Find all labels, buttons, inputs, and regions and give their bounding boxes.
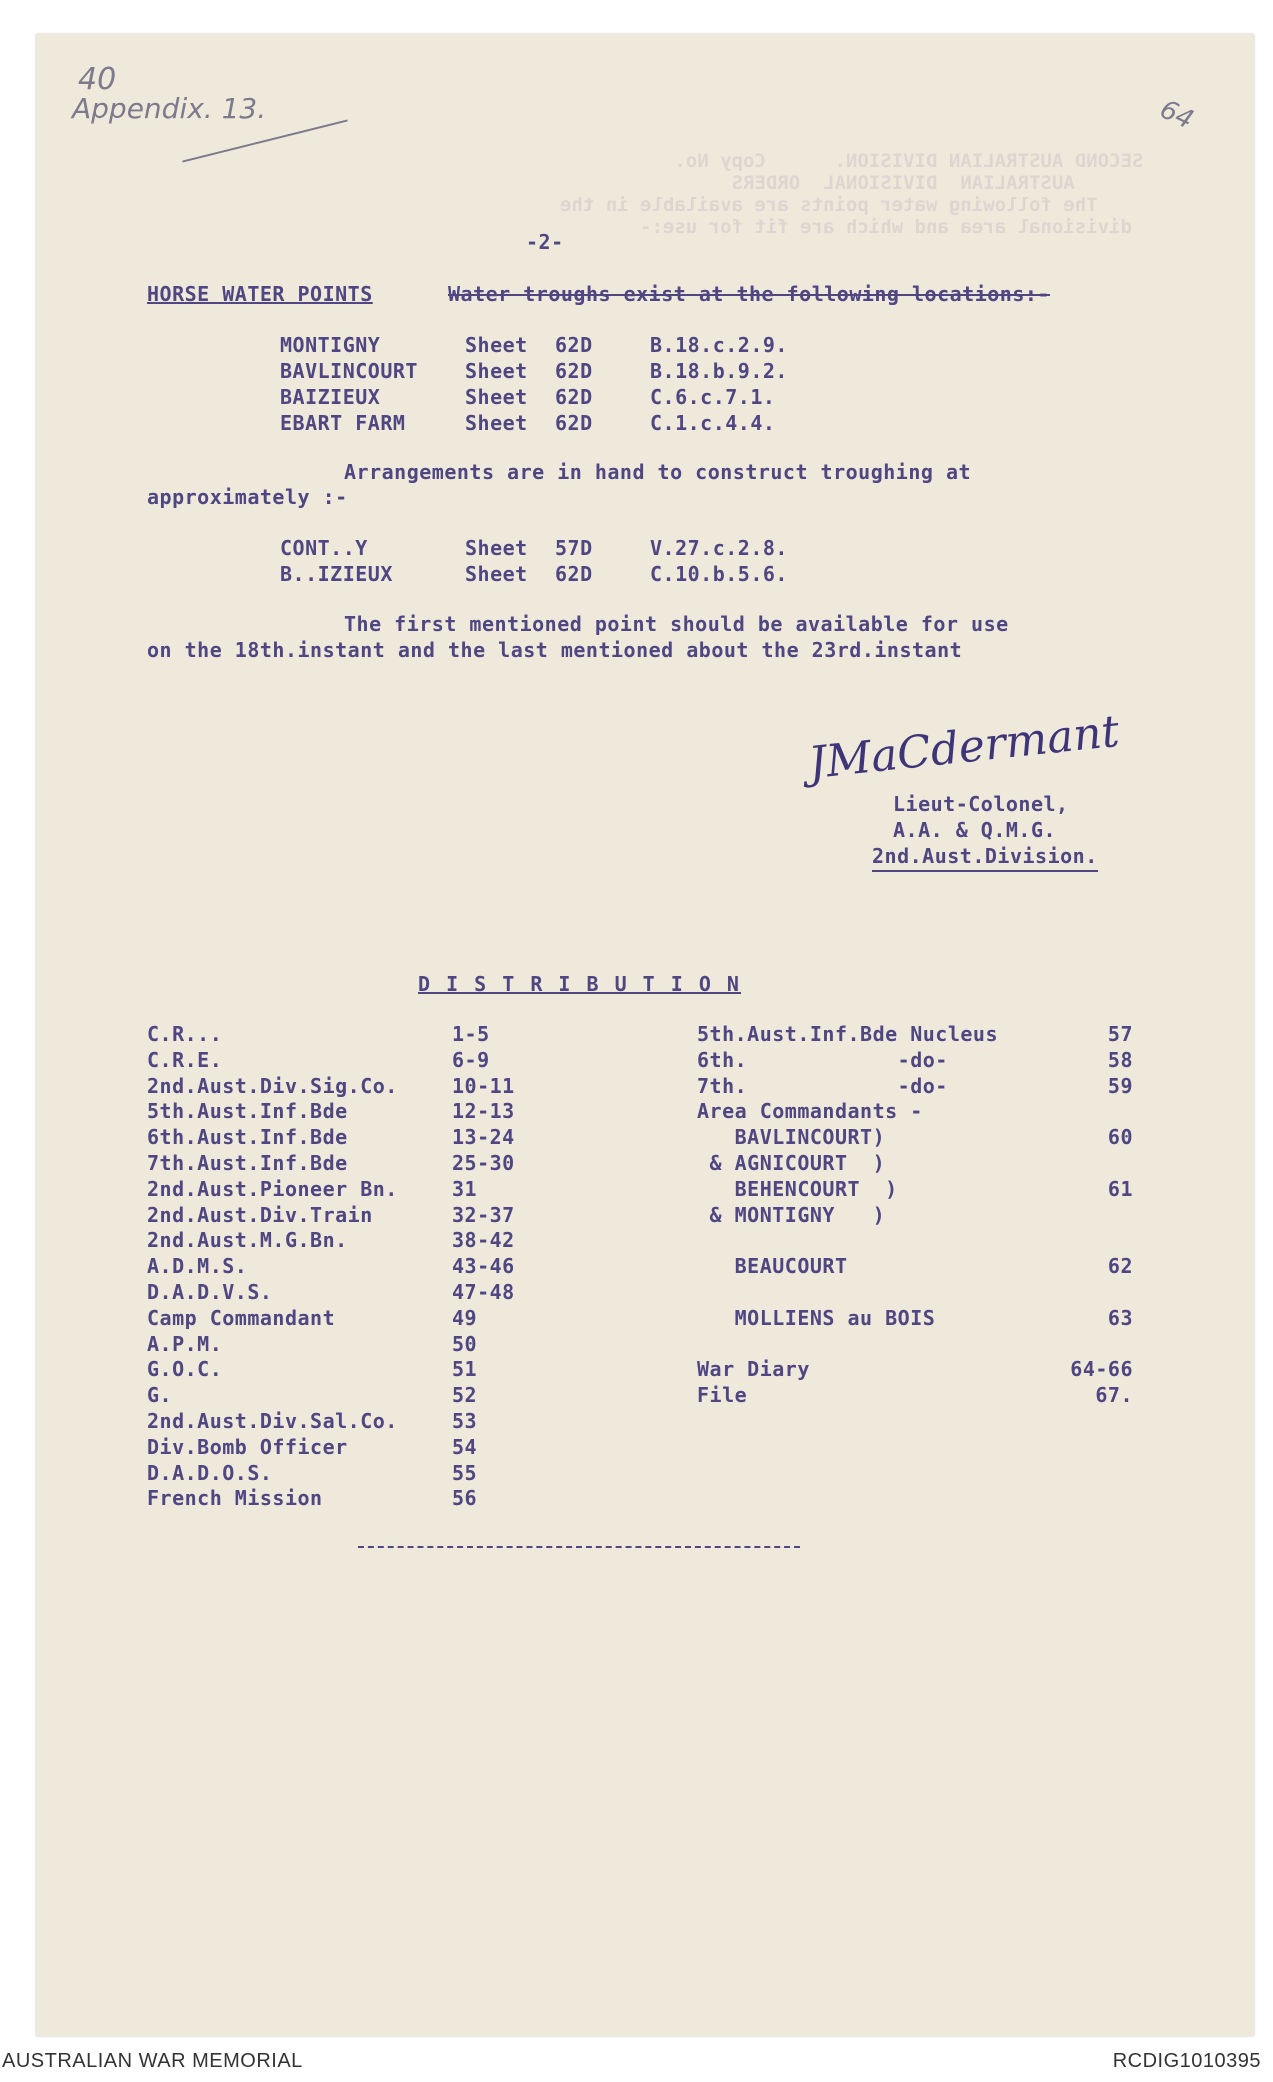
distribution-copies: 59 [1107, 1073, 1133, 1098]
distribution-recipient: BAVLINCOURT) [697, 1125, 886, 1150]
distribution-recipient: & AGNICOURT ) [697, 1151, 886, 1175]
availability-text-line2: on the 18th.instant and the last mentioned about the 23rd.instant [147, 638, 963, 662]
distribution-copies: 53 [452, 1409, 478, 1433]
sheet-label: Sheet [465, 333, 528, 357]
availability-text-line1: The first mentioned point should be available for use [344, 612, 1009, 636]
location-name: BAIZIEUX [280, 385, 381, 409]
map-reference: C.6.c.7.1. [650, 385, 776, 409]
section-heading-horse-water: HORSE WATER POINTS [147, 282, 373, 306]
handwritten-signature: JMaCdermant [806, 705, 1122, 790]
signature-rank: Lieut-Colonel, [893, 792, 1069, 816]
distribution-recipient: 7th.Aust.Inf.Bde [147, 1151, 348, 1175]
location-name: CONT..Y [280, 536, 368, 560]
distribution-copies: 64-66 [1070, 1357, 1133, 1382]
location-name: BAVLINCOURT [280, 359, 418, 383]
distribution-copies: 32-37 [452, 1202, 515, 1227]
sheet-number: 62D [555, 411, 593, 435]
distribution-copies: 52 [452, 1383, 478, 1408]
distribution-recipient: BEHENCOURT ) [697, 1176, 898, 1201]
sheet-label: Sheet [465, 562, 528, 586]
distribution-recipient: French Mission [147, 1486, 323, 1511]
distribution-copies: 61 [1107, 1176, 1133, 1201]
distribution-copies: 10-11 [452, 1073, 515, 1098]
distribution-copies: 49 [452, 1305, 478, 1330]
distribution-recipient: MOLLIENS au BOIS [697, 1305, 936, 1330]
map-reference: C.1.c.4.4. [650, 411, 776, 435]
distribution-copies: 63 [1107, 1305, 1133, 1330]
map-reference: B.18.c.2.9. [650, 333, 788, 357]
folio-number-top-left: 40 [78, 62, 117, 97]
distribution-copies: 51 [452, 1357, 478, 1382]
map-reference: C.10.b.5.6. [650, 562, 788, 586]
arrangements-text-line1: Arrangements are in hand to construct troughing at [344, 460, 972, 484]
distribution-recipient: G.O.C. [147, 1357, 223, 1382]
distribution-recipient: 2nd.Aust.Pioneer Bn. [147, 1176, 398, 1201]
signature-role: A.A. & Q.M.G. [893, 818, 1057, 842]
bleed-through-text: SECOND AUSTRALIAN DIVISION. Copy No. AUSTRALIAN DIVISIONAL ORDERS The following water points are available in the divisional area and which are fit for use:- [560, 150, 1144, 238]
distribution-copies: 12-13 [452, 1099, 515, 1124]
distribution-recipient: A.D.M.S. [147, 1254, 248, 1279]
signature-unit: 2nd.Aust.Division. [872, 844, 1098, 872]
footer-archive-name: AUSTRALIAN WAR MEMORIAL [2, 2050, 303, 2072]
appendix-annotation: Appendix. 13. [72, 92, 267, 125]
distribution-recipient: 5th.Aust.Inf.Bde [147, 1099, 348, 1124]
horse-water-intro: Water troughs exist at the following locations:- [448, 282, 1050, 306]
distribution-recipient: & MONTIGNY ) [697, 1202, 886, 1227]
arrangements-text-line2: approximately :- [147, 485, 348, 509]
sheet-number: 62D [555, 333, 593, 357]
distribution-recipient: War Diary [697, 1357, 810, 1382]
footer-record-id: RCDIG1010395 [1112, 2050, 1261, 2072]
distribution-recipient: A.P.M. [147, 1331, 223, 1356]
distribution-copies: 55 [452, 1460, 478, 1485]
closing-dashed-rule [358, 1546, 800, 1548]
distribution-copies: 62 [1107, 1254, 1133, 1279]
location-name: EBART FARM [280, 411, 406, 435]
distribution-heading: D I S T R I B U T I O N [418, 972, 741, 996]
sheet-number: 62D [555, 359, 593, 383]
distribution-copies: 58 [1107, 1047, 1133, 1072]
distribution-recipient: 6th. -do- [697, 1047, 948, 1072]
location-name: B..IZIEUX [280, 562, 393, 586]
distribution-recipient: D.A.D.V.S. [147, 1280, 273, 1304]
distribution-copies: 54 [452, 1434, 478, 1459]
distribution-recipient: 2nd.Aust.M.G.Bn. [147, 1228, 348, 1253]
distribution-recipient: BEAUCOURT [697, 1254, 848, 1279]
sheet-label: Sheet [465, 411, 528, 435]
sheet-label: Sheet [465, 385, 528, 409]
sheet-number: 62D [555, 385, 593, 409]
distribution-recipient: 6th.Aust.Inf.Bde [147, 1125, 348, 1150]
distribution-recipient: Area Commandants - [697, 1099, 923, 1124]
distribution-copies: 47-48 [452, 1280, 515, 1304]
location-name: MONTIGNY [280, 333, 381, 357]
distribution-recipient: 2nd.Aust.Div.Sig.Co. [147, 1073, 398, 1098]
distribution-recipient: 7th. -do- [697, 1073, 948, 1098]
distribution-copies: 31 [452, 1176, 478, 1201]
sheet-label: Sheet [465, 536, 528, 560]
sheet-number: 57D [555, 536, 593, 560]
sheet-label: Sheet [465, 359, 528, 383]
distribution-copies: 38-42 [452, 1228, 515, 1253]
distribution-copies: 1-5 [452, 1022, 490, 1046]
distribution-recipient: D.A.D.O.S. [147, 1460, 273, 1485]
distribution-copies: 60 [1107, 1125, 1133, 1150]
distribution-recipient: G. [147, 1383, 173, 1408]
map-reference: V.27.c.2.8. [650, 536, 788, 560]
distribution-recipient: File [697, 1383, 748, 1408]
distribution-copies: 43-46 [452, 1254, 515, 1279]
folio-number-top-right: 64 [1155, 94, 1198, 136]
distribution-copies: 6-9 [452, 1047, 490, 1072]
distribution-recipient: 5th.Aust.Inf.Bde Nucleus [697, 1022, 998, 1046]
page-number: -2- [526, 230, 564, 254]
sheet-number: 62D [555, 562, 593, 586]
map-reference: B.18.b.9.2. [650, 359, 788, 383]
distribution-recipient: Camp Commandant [147, 1305, 336, 1330]
distribution-copies: 50 [452, 1331, 478, 1356]
distribution-recipient: 2nd.Aust.Div.Sal.Co. [147, 1409, 398, 1433]
distribution-copies: 56 [452, 1486, 478, 1511]
distribution-copies: 25-30 [452, 1151, 515, 1175]
distribution-copies: 57 [1107, 1022, 1133, 1046]
distribution-recipient: 2nd.Aust.Div.Train [147, 1202, 373, 1227]
distribution-recipient: C.R... [147, 1022, 223, 1046]
distribution-copies: 13-24 [452, 1125, 515, 1150]
distribution-recipient: C.R.E. [147, 1047, 223, 1072]
distribution-copies: 67. [1095, 1383, 1133, 1408]
distribution-recipient: Div.Bomb Officer [147, 1434, 348, 1459]
